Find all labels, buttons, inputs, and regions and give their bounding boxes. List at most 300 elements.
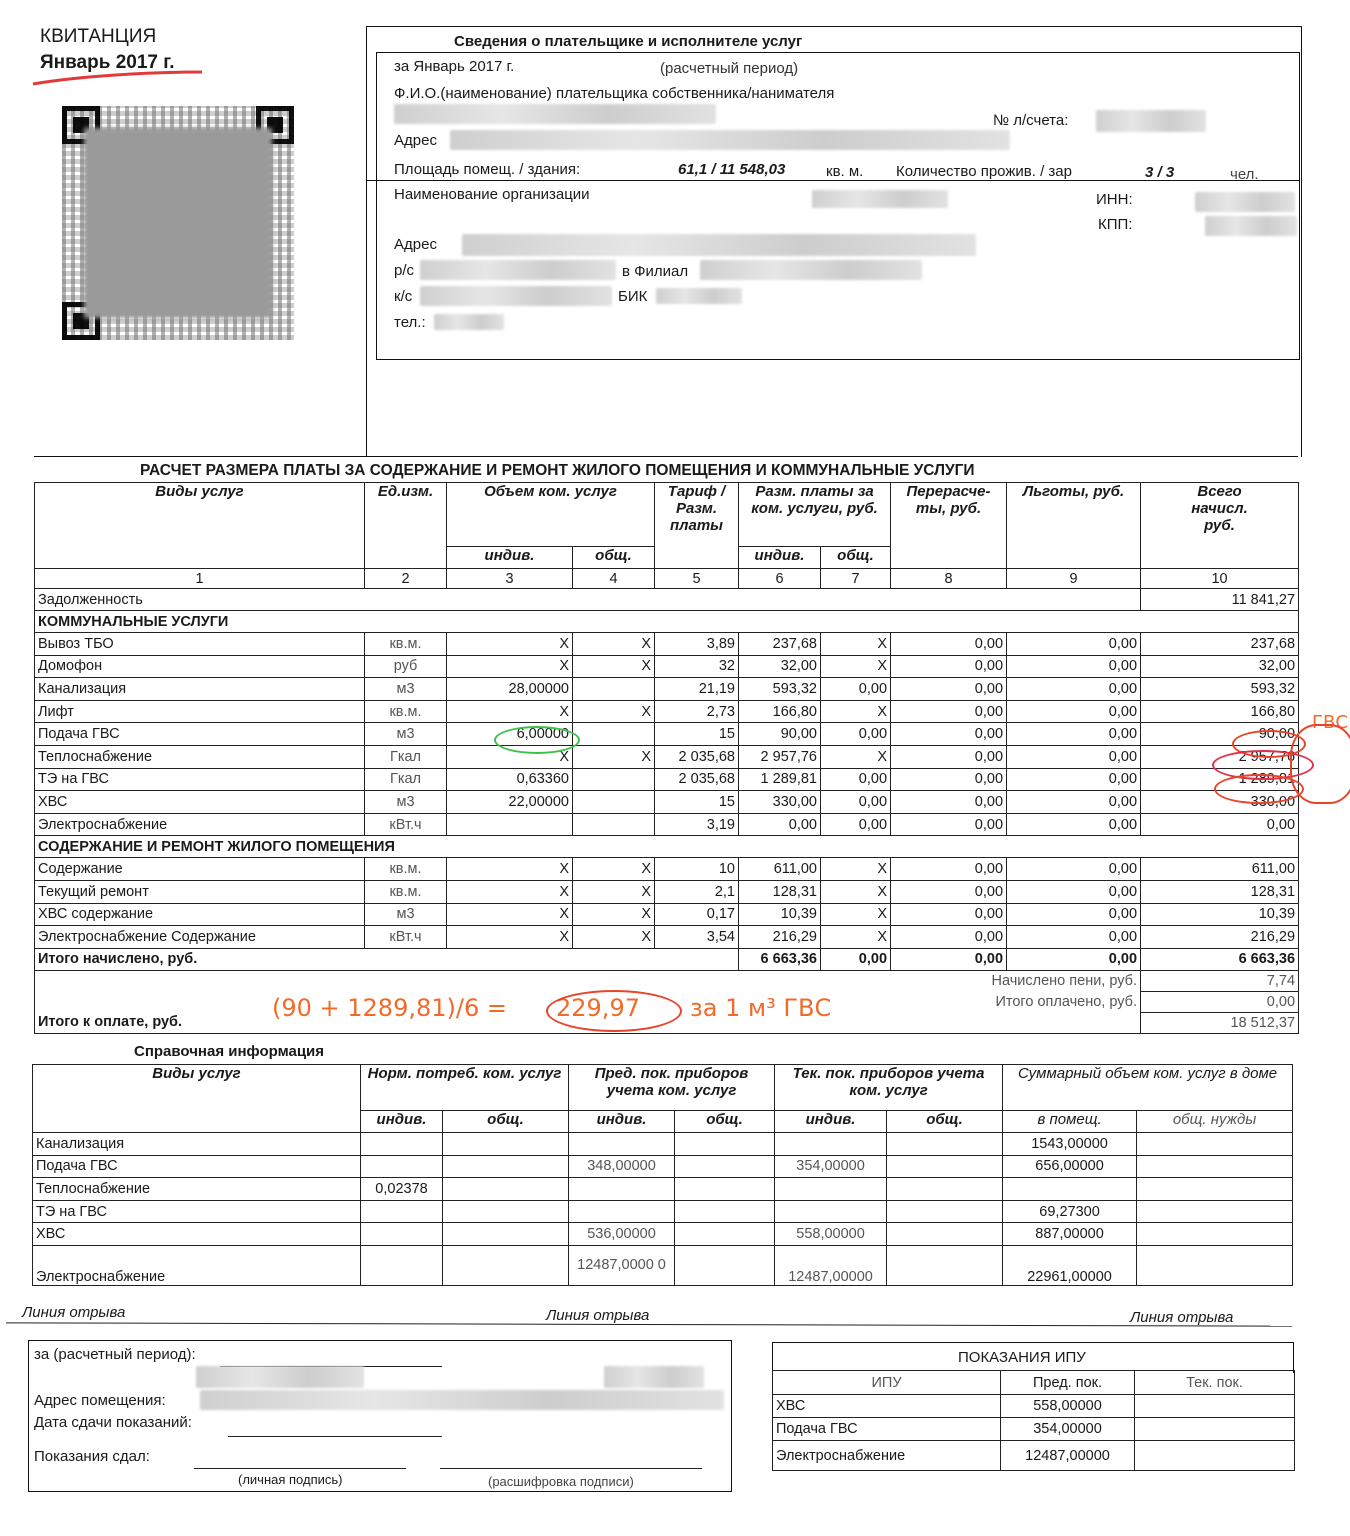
reference-cell xyxy=(361,1133,443,1156)
kpp-label: КПП: xyxy=(1098,216,1133,233)
reference-cell xyxy=(887,1178,1003,1201)
table-cell: 237,68 xyxy=(1141,633,1299,656)
table-cell: ХВС xyxy=(35,791,365,814)
table-cell: м3 xyxy=(365,723,447,746)
reference-cell xyxy=(675,1133,775,1156)
table-row xyxy=(35,858,1299,881)
ipu-cell[interactable] xyxy=(1135,1441,1295,1471)
redacted-rs xyxy=(420,260,616,280)
calc-table xyxy=(34,482,1299,1034)
table-cell: 6,00000 xyxy=(447,723,573,746)
reference-cell: 354,00000 xyxy=(775,1155,887,1178)
col-number: 3 xyxy=(447,569,573,589)
table-row xyxy=(35,903,1299,926)
reference-cell: 887,00000 xyxy=(1003,1223,1137,1246)
table-cell: 0,00 xyxy=(891,678,1007,701)
tear-label-center: Линия отрыва xyxy=(546,1307,650,1324)
reference-cell xyxy=(675,1223,775,1246)
table-cell: 128,31 xyxy=(1141,880,1299,903)
h-volume: Объем ком. услуг xyxy=(447,483,655,547)
h-vol-common: общ. xyxy=(573,547,655,569)
reference-cell: Теплоснабжение xyxy=(33,1178,361,1201)
table-cell: X xyxy=(821,858,891,881)
reference-cell: Электроснабжение xyxy=(33,1245,361,1285)
table-cell: 0,00 xyxy=(1007,633,1141,656)
table-row xyxy=(35,745,1299,768)
handwritten-formula: (90 + 1289,81)/6 = xyxy=(272,994,507,1022)
ipu-h-curr: Тек. пок. xyxy=(1135,1371,1295,1395)
redacted-tel xyxy=(434,314,504,330)
table-cell: кв.м. xyxy=(365,700,447,723)
ipu-cell: 354,00000 xyxy=(1001,1418,1135,1441)
reference-cell: 69,27300 xyxy=(1003,1200,1137,1223)
table-cell xyxy=(573,813,655,836)
table-cell: 90,00 xyxy=(1141,723,1299,746)
reference-cell xyxy=(1137,1200,1293,1223)
reference-cell: 22961,00000 xyxy=(1003,1245,1137,1285)
ref-h-norm: Норм. потреб. ком. услуг xyxy=(361,1065,569,1111)
table-cell: 0,00 xyxy=(891,903,1007,926)
table-cell: 15 xyxy=(655,791,739,814)
reference-cell: Канализация xyxy=(33,1133,361,1156)
table-cell: Электроснабжение xyxy=(35,813,365,836)
redacted-branch xyxy=(700,260,922,280)
reference-row xyxy=(33,1133,1293,1156)
reference-cell xyxy=(443,1178,569,1201)
table-cell: 0,00 xyxy=(1007,768,1141,791)
table-cell: X xyxy=(821,655,891,678)
table-cell: 0,00 xyxy=(891,723,1007,746)
reference-cell: 1543,00000 xyxy=(1003,1133,1137,1156)
reference-cell xyxy=(1137,1133,1293,1156)
table-cell: 15 xyxy=(655,723,739,746)
table-cell: 0,00 xyxy=(739,813,821,836)
slip-date-label: Дата сдачи показаний: xyxy=(34,1414,192,1431)
total-label: Итого начислено, руб. xyxy=(35,948,739,970)
handwritten-result: 229,97 xyxy=(556,994,640,1022)
reference-cell xyxy=(1003,1178,1137,1201)
table-cell xyxy=(447,813,573,836)
to-pay-value: 18 512,37 xyxy=(1141,1012,1299,1033)
account-label: № л/счета: xyxy=(993,112,1069,129)
table-cell: Электроснабжение Содержание xyxy=(35,926,365,949)
table-cell: X xyxy=(573,858,655,881)
table-cell: 10,39 xyxy=(739,903,821,926)
reference-cell xyxy=(675,1245,775,1285)
table-cell: 22,00000 xyxy=(447,791,573,814)
ipu-cell: 12487,00000 xyxy=(1001,1441,1135,1471)
redacted-org-address xyxy=(462,234,976,256)
table-row xyxy=(35,813,1299,836)
table-cell: Текущий ремонт xyxy=(35,880,365,903)
col-number: 1 xyxy=(35,569,365,589)
table-cell: 0,00 xyxy=(821,791,891,814)
col-number: 2 xyxy=(365,569,447,589)
table-cell: X xyxy=(447,700,573,723)
residents-unit: чел. xyxy=(1230,166,1259,183)
table-cell: 593,32 xyxy=(1141,678,1299,701)
h-benefits: Льготы, руб. xyxy=(1007,483,1141,569)
reference-cell xyxy=(675,1178,775,1201)
reference-cell xyxy=(361,1223,443,1246)
table-cell: X xyxy=(573,903,655,926)
reference-table xyxy=(32,1064,1293,1286)
table-cell: 32,00 xyxy=(739,655,821,678)
redacted-slip-address xyxy=(200,1390,724,1410)
h-tariff: Тариф / Разм. платы xyxy=(655,483,739,569)
table-cell: Вывоз ТБО xyxy=(35,633,365,656)
period-label: за Январь 2017 г. xyxy=(394,58,515,75)
green-circle xyxy=(494,726,580,754)
table-cell: X xyxy=(447,655,573,678)
table-cell: 0,63360 xyxy=(447,768,573,791)
table-cell: ТЭ на ГВС xyxy=(35,768,365,791)
table-cell: 0,00 xyxy=(891,745,1007,768)
table-cell: 0,00 xyxy=(821,768,891,791)
org-address-label: Адрес xyxy=(394,236,437,253)
reference-cell xyxy=(443,1223,569,1246)
table-cell: X xyxy=(447,903,573,926)
table-cell: Домофон xyxy=(35,655,365,678)
table-cell: Теплоснабжение xyxy=(35,745,365,768)
reference-cell xyxy=(675,1200,775,1223)
reference-cell: 12487,00000 xyxy=(775,1245,887,1285)
redacted-slip-2 xyxy=(604,1366,704,1388)
table-cell: 0,00 xyxy=(1007,678,1141,701)
table-cell: X xyxy=(447,858,573,881)
total-benefits: 0,00 xyxy=(1007,948,1141,970)
rs-label: р/с xyxy=(394,262,415,279)
penalty-label: Начислено пени, руб. xyxy=(35,970,1141,991)
area-label: Площадь помещ. / здания: xyxy=(394,161,581,178)
table-cell: кв.м. xyxy=(365,858,447,881)
area-unit: кв. м. xyxy=(826,163,864,180)
table-cell: 21,19 xyxy=(655,678,739,701)
table-cell: Лифт xyxy=(35,700,365,723)
slip-period-label: за (расчетный период): xyxy=(34,1346,196,1363)
table-cell: X xyxy=(821,903,891,926)
table-cell: 2,1 xyxy=(655,880,739,903)
table-cell: 2 035,68 xyxy=(655,745,739,768)
ref-h-common-needs: общ. нужды xyxy=(1137,1111,1293,1133)
table-cell: X xyxy=(447,926,573,949)
reference-cell xyxy=(887,1223,1003,1246)
table-cell: 0,00 xyxy=(891,633,1007,656)
table-cell: 3,89 xyxy=(655,633,739,656)
redacted-slip-1 xyxy=(196,1366,364,1388)
col-number: 6 xyxy=(739,569,821,589)
ipu-row xyxy=(773,1395,1295,1418)
table-cell: 166,80 xyxy=(739,700,821,723)
table-cell: 593,32 xyxy=(739,678,821,701)
table-cell: X xyxy=(447,745,573,768)
result-circle xyxy=(546,990,682,1032)
table-cell: 0,00 xyxy=(1007,880,1141,903)
reference-cell xyxy=(1137,1178,1293,1201)
table-cell: 32,00 xyxy=(1141,655,1299,678)
table-cell: кв.м. xyxy=(365,633,447,656)
ref-h-curr: Тек. пок. приборов учета ком. услуг xyxy=(775,1065,1003,1111)
reference-cell xyxy=(775,1178,887,1201)
table-cell: 0,00 xyxy=(1007,926,1141,949)
ipu-cell: ХВС xyxy=(773,1395,1001,1418)
ref-h-curr-common: общ. xyxy=(887,1111,1003,1133)
tear-label-left: Линия отрыва xyxy=(22,1304,126,1321)
total-all: 6 663,36 xyxy=(1141,948,1299,970)
decode-hint: (расшифровка подписи) xyxy=(488,1474,634,1489)
table-cell: Подача ГВС xyxy=(35,723,365,746)
total-indiv: 6 663,36 xyxy=(739,948,821,970)
table-cell: X xyxy=(447,880,573,903)
table-cell: 0,00 xyxy=(891,813,1007,836)
table-cell: Канализация xyxy=(35,678,365,701)
slip-handed-label: Показания сдал: xyxy=(34,1448,150,1465)
table-cell: кВт.ч xyxy=(365,926,447,949)
redacted-ks xyxy=(420,286,612,306)
reference-cell xyxy=(887,1155,1003,1178)
table-cell: X xyxy=(821,926,891,949)
reference-cell xyxy=(775,1133,887,1156)
ipu-h-prev: Пред. пок. xyxy=(1001,1371,1135,1395)
receipt-month: Январь 2017 г. xyxy=(40,52,175,73)
table-cell: 0,00 xyxy=(891,791,1007,814)
reference-cell: 656,00000 xyxy=(1003,1155,1137,1178)
debt-label: Задолженность xyxy=(35,589,1141,611)
table-cell: м3 xyxy=(365,678,447,701)
reference-cell xyxy=(361,1155,443,1178)
ref-h-sum: Суммарный объем ком. услуг в доме xyxy=(1003,1065,1293,1111)
col-number: 5 xyxy=(655,569,739,589)
table-cell: ХВС содержание xyxy=(35,903,365,926)
table-row xyxy=(35,678,1299,701)
table-cell: 0,00 xyxy=(1141,813,1299,836)
table-cell: 0,00 xyxy=(1007,723,1141,746)
table-cell: 3,19 xyxy=(655,813,739,836)
ref-h-prev-common: общ. xyxy=(675,1111,775,1133)
table-cell: 2 957,76 xyxy=(1141,745,1299,768)
reference-cell: Подача ГВС xyxy=(33,1155,361,1178)
table-cell: X xyxy=(573,745,655,768)
table-cell: м3 xyxy=(365,791,447,814)
table-cell: 216,29 xyxy=(1141,926,1299,949)
table-cell: кВт.ч xyxy=(365,813,447,836)
table-cell: X xyxy=(573,926,655,949)
fio-label: Ф.И.О.(наименование) плательщика собственника/нанимателя xyxy=(394,85,835,102)
table-cell: 166,80 xyxy=(1141,700,1299,723)
table-cell: руб xyxy=(365,655,447,678)
h-payment: Разм. платы за ком. услуги, руб. xyxy=(739,483,891,547)
receipt-title: КВИТАНЦИЯ xyxy=(40,26,157,47)
reference-cell xyxy=(1137,1223,1293,1246)
reference-cell xyxy=(569,1200,675,1223)
ipu-cell[interactable] xyxy=(1135,1418,1295,1441)
table-row xyxy=(35,768,1299,791)
table-cell: Гкал xyxy=(365,745,447,768)
h-services: Виды услуг xyxy=(35,483,365,569)
redacted-payer-address xyxy=(450,130,1010,150)
table-cell: 0,00 xyxy=(821,678,891,701)
h-total: Всего начисл. руб. xyxy=(1141,483,1299,569)
reference-cell: ТЭ на ГВС xyxy=(33,1200,361,1223)
payer-section-title: Сведения о плательщике и исполнителе услуг xyxy=(454,33,803,50)
reference-row xyxy=(33,1223,1293,1246)
table-cell: 3,54 xyxy=(655,926,739,949)
ref-h-in-room: в помещ. xyxy=(1003,1111,1137,1133)
table-cell: 0,00 xyxy=(1007,791,1141,814)
paid-label: Итого оплачено, руб. xyxy=(35,991,1141,1012)
table-cell: 2 957,76 xyxy=(739,745,821,768)
reference-row xyxy=(33,1245,1293,1285)
table-cell: 10,39 xyxy=(1141,903,1299,926)
ipu-cell: Подача ГВС xyxy=(773,1418,1001,1441)
qr-code xyxy=(62,106,294,340)
reference-cell xyxy=(569,1133,675,1156)
table-cell: X xyxy=(821,700,891,723)
branch-label: в Филиал xyxy=(622,263,689,280)
table-cell: 0,17 xyxy=(655,903,739,926)
table-cell: 90,00 xyxy=(739,723,821,746)
redacted-org-name xyxy=(812,190,948,208)
section-maintenance: СОДЕРЖАНИЕ И РЕМОНТ ЖИЛОГО ПОМЕЩЕНИЯ xyxy=(35,836,1299,858)
reference-cell xyxy=(443,1245,569,1285)
reference-cell xyxy=(775,1200,887,1223)
area-value: 61,1 / 11 548,03 xyxy=(678,161,786,178)
table-row xyxy=(35,791,1299,814)
org-name-label: Наименование организации xyxy=(394,186,590,203)
table-cell: 0,00 xyxy=(891,768,1007,791)
table-cell: 237,68 xyxy=(739,633,821,656)
reference-cell xyxy=(1137,1155,1293,1178)
table-cell: 1 289,81 xyxy=(739,768,821,791)
table-cell: X xyxy=(447,633,573,656)
table-cell: 0,00 xyxy=(821,723,891,746)
section-communal: КОММУНАЛЬНЫЕ УСЛУГИ xyxy=(35,611,1299,633)
table-row xyxy=(35,700,1299,723)
ref-h-curr-indiv: индив. xyxy=(775,1111,887,1133)
inn-label: ИНН: xyxy=(1096,191,1133,208)
reference-cell xyxy=(569,1178,675,1201)
table-row xyxy=(35,655,1299,678)
table-cell: 330,00 xyxy=(1141,791,1299,814)
redacted-account xyxy=(1096,110,1206,132)
reference-cell: 536,00000 xyxy=(569,1223,675,1246)
table-cell: X xyxy=(573,700,655,723)
redacted-inn xyxy=(1195,192,1295,212)
table-cell: 611,00 xyxy=(1141,858,1299,881)
total-common: 0,00 xyxy=(821,948,891,970)
table-cell: 0,00 xyxy=(891,880,1007,903)
table-cell xyxy=(573,791,655,814)
col-number: 9 xyxy=(1007,569,1141,589)
debt-value: 11 841,27 xyxy=(1141,589,1299,611)
reference-cell xyxy=(887,1133,1003,1156)
table-cell: X xyxy=(821,745,891,768)
ipu-cell: 558,00000 xyxy=(1001,1395,1135,1418)
reference-cell xyxy=(361,1200,443,1223)
h-unit: Ед.изм. xyxy=(365,483,447,569)
table-cell: кв.м. xyxy=(365,880,447,903)
margin-bracket xyxy=(1290,724,1350,804)
table-cell: 0,00 xyxy=(1007,655,1141,678)
reference-row xyxy=(33,1178,1293,1201)
tel-label: тел.: xyxy=(394,314,426,331)
reference-row xyxy=(33,1200,1293,1223)
reference-cell xyxy=(361,1245,443,1285)
table-row xyxy=(35,926,1299,949)
redacted-kpp xyxy=(1205,216,1297,236)
ref-h-norm-common: общ. xyxy=(443,1111,569,1133)
col-number: 4 xyxy=(573,569,655,589)
bik-label: БИК xyxy=(618,288,648,305)
table-cell: 2 035,68 xyxy=(655,768,739,791)
table-cell: 0,00 xyxy=(1007,745,1141,768)
redacted-bik xyxy=(656,288,742,304)
ref-h-prev-indiv: индив. xyxy=(569,1111,675,1133)
table-cell xyxy=(573,723,655,746)
col-number: 7 xyxy=(821,569,891,589)
payer-address-label: Адрес xyxy=(394,132,437,149)
period-hint: (расчетный период) xyxy=(660,60,799,77)
ipu-h-ipu: ИПУ xyxy=(773,1371,1001,1395)
table-cell: 330,00 xyxy=(739,791,821,814)
table-cell: X xyxy=(573,655,655,678)
table-cell: 128,31 xyxy=(739,880,821,903)
table-cell: X xyxy=(573,880,655,903)
table-cell xyxy=(573,678,655,701)
table-cell: 0,00 xyxy=(1007,700,1141,723)
reference-cell xyxy=(443,1133,569,1156)
residents-label: Количество прожив. / зар xyxy=(896,163,1072,180)
tear-label-right: Линия отрыва xyxy=(1130,1309,1234,1326)
reference-cell: 348,00000 xyxy=(569,1155,675,1178)
table-cell: 28,00000 xyxy=(447,678,573,701)
col-number: 8 xyxy=(891,569,1007,589)
h-recalc: Перерасче-ты, руб. xyxy=(891,483,1007,569)
ipu-row xyxy=(773,1441,1295,1471)
margin-note: ГВС xyxy=(1312,712,1348,733)
table-cell: 0,00 xyxy=(1007,813,1141,836)
to-pay-label: Итого к оплате, руб. xyxy=(35,1012,1141,1033)
paid-value: 0,00 xyxy=(1141,991,1299,1012)
table-cell: X xyxy=(573,633,655,656)
table-cell: 0,00 xyxy=(1007,903,1141,926)
col-number: 10 xyxy=(1141,569,1299,589)
reference-row xyxy=(33,1155,1293,1178)
table-cell: 0,00 xyxy=(891,858,1007,881)
ref-h-prev: Пред. пок. приборов учета ком. услуг xyxy=(569,1065,775,1111)
penalty-value: 7,74 xyxy=(1141,970,1299,991)
h-pay-common: общ. xyxy=(821,547,891,569)
reference-cell xyxy=(887,1200,1003,1223)
signature-hint: (личная подпись) xyxy=(238,1472,343,1487)
table-cell: Содержание xyxy=(35,858,365,881)
table-cell: 10 xyxy=(655,858,739,881)
table-cell: 0,00 xyxy=(821,813,891,836)
ks-label: к/с xyxy=(394,288,413,305)
ipu-cell[interactable] xyxy=(1135,1395,1295,1418)
calc-title: РАСЧЕТ РАЗМЕРА ПЛАТЫ ЗА СОДЕРЖАНИЕ И РЕМОНТ ЖИЛОГО ПОМЕЩЕНИЯ И КОММУНАЛЬНЫЕ УСЛУГИ xyxy=(140,462,975,479)
handwritten-note: за 1 м³ ГВС xyxy=(690,994,832,1022)
table-cell: м3 xyxy=(365,903,447,926)
ipu-table xyxy=(772,1370,1295,1471)
table-cell: 0,00 xyxy=(891,926,1007,949)
reference-cell: ХВС xyxy=(33,1223,361,1246)
reference-cell xyxy=(675,1155,775,1178)
table-cell: 32 xyxy=(655,655,739,678)
residents-value: 3 / 3 xyxy=(1145,164,1175,181)
ref-h-services: Виды услуг xyxy=(33,1065,361,1133)
table-row xyxy=(35,723,1299,746)
